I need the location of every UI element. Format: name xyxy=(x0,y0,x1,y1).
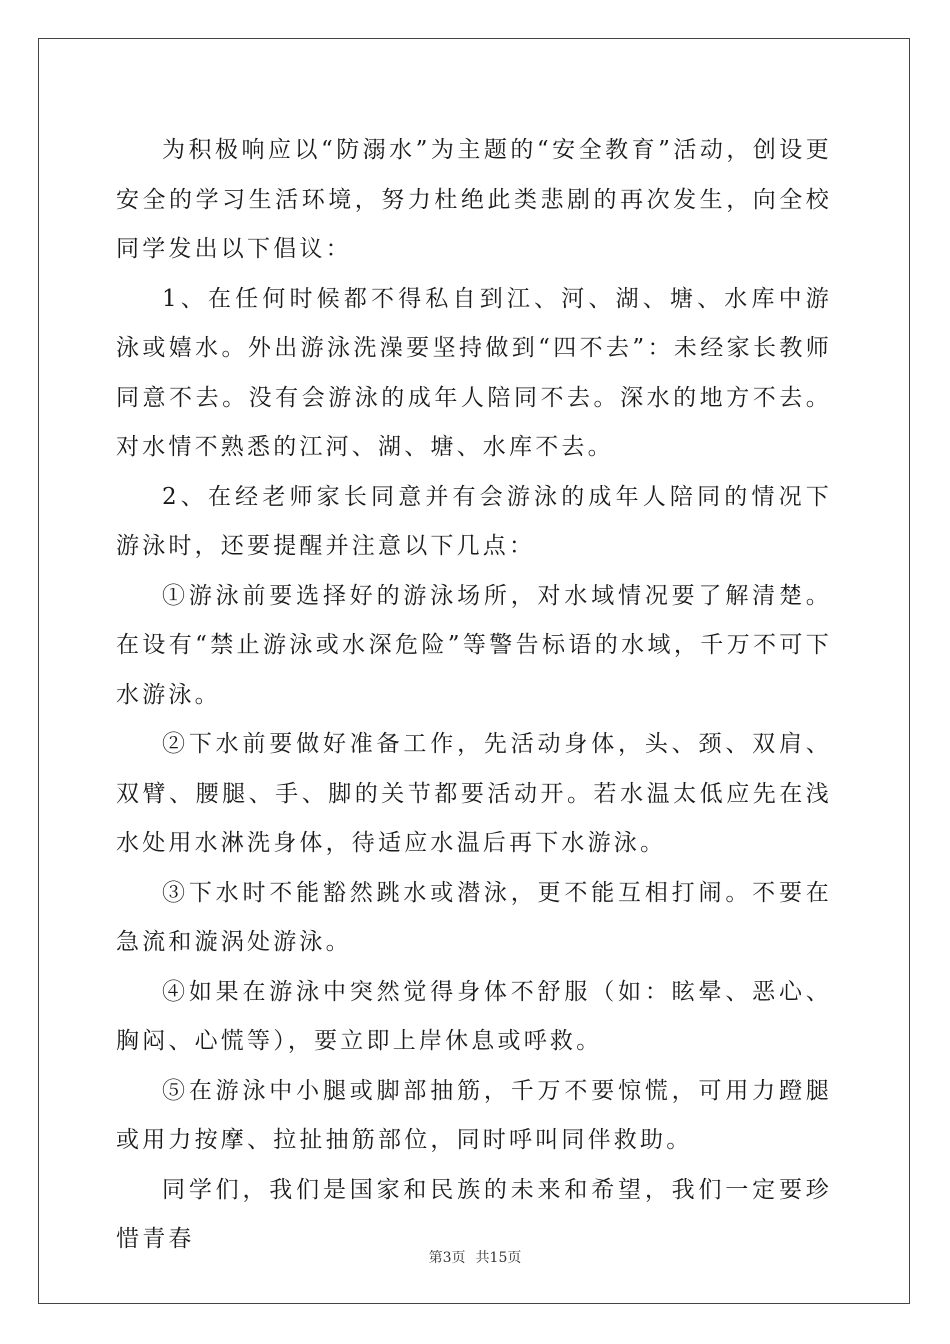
closing-paragraph: 同学们，我们是国家和民族的未来和希望，我们一定要珍惜青春 xyxy=(116,1176,832,1252)
point-2-paragraph: ②下水前要做好准备工作，先活动身体，头、颈、双肩、双臂、腰腿、手、脚的关节都要活动开。若水温太低应先在浅水处用水淋洗身体，待适应水温后再下水游泳。 xyxy=(116,731,832,856)
point-5-paragraph: ⑤在游泳中小腿或脚部抽筋，千万不要惊慌，可用力蹬腿或用力按摩、拉扯抽筋部位，同时呼叫同伴救助。 xyxy=(116,1077,832,1153)
intro-paragraph: 为积极响应以“防溺水”为主题的“安全教育”活动，创设更安全的学习生活环境，努力杜绝此类悲剧的再次发生，向全校同学发出以下倡议： xyxy=(116,137,832,262)
page-number: 第3页 xyxy=(428,1250,466,1266)
point-3-paragraph: ③下水时不能豁然跳水或潜泳，更不能互相打闹。不要在急流和漩涡处游泳。 xyxy=(116,879,832,955)
page-total: 共15页 xyxy=(475,1250,522,1266)
point-4-paragraph: ④如果在游泳中突然觉得身体不舒服（如：眩晕、恶心、胸闷、心慌等），要立即上岸休息或呼救。 xyxy=(116,978,832,1054)
page-footer xyxy=(0,1247,950,1267)
rule-1-paragraph: 1、在任何时候都不得私自到江、河、湖、塘、水库中游泳或嬉水。外出游泳洗澡要坚持做到“四不去”：未经家长教师同意不去。没有会游泳的成年人陪同不去。深水的地方不去。对水情不熟悉的江河、湖、塘、水库不去。 xyxy=(116,285,832,460)
rule-2-paragraph: 2、在经老师家长同意并有会游泳的成年人陪同的情况下游泳时，还要提醒并注意以下几点： xyxy=(116,483,832,559)
document-body xyxy=(116,126,832,1265)
point-1-paragraph: ①游泳前要选择好的游泳场所，对水域情况要了解清楚。在设有“禁止游泳或水深危险”等警告标语的水域，千万不可下水游泳。 xyxy=(116,582,832,708)
